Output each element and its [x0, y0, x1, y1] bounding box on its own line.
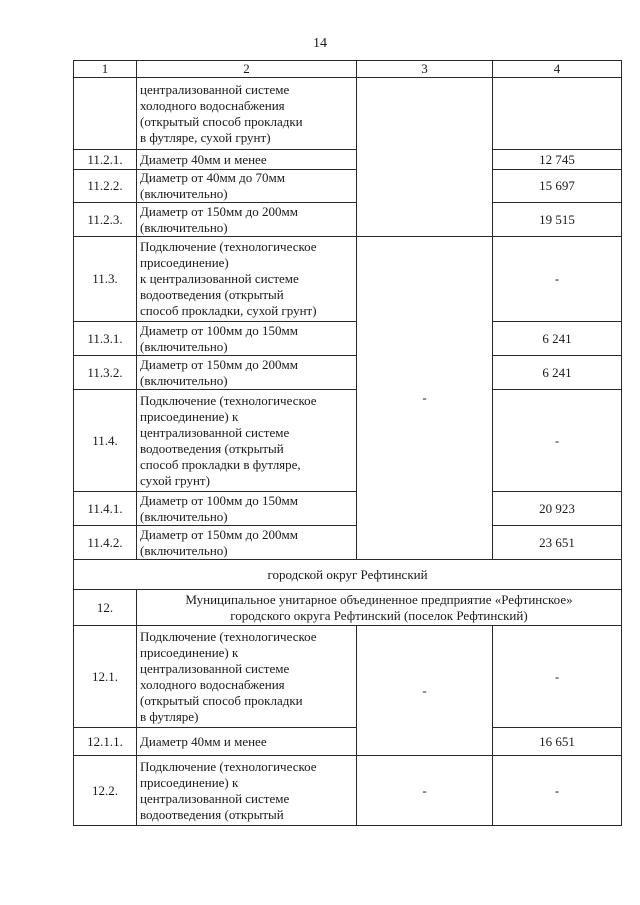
- row-description: Подключение (технологическое присоединение) к централизованной системе водоотведения (открытый способ прокладки в футляре, сухой грунт): [137, 390, 357, 492]
- table-row: [74, 492, 622, 526]
- row-number: 12.2.: [74, 756, 137, 826]
- row-number: 11.2.1.: [74, 150, 137, 170]
- table-row: [74, 150, 622, 170]
- tariff-table: [73, 60, 622, 826]
- row-value: 16 651: [493, 728, 622, 756]
- table-row: [74, 756, 622, 826]
- row-description: Диаметр от 40мм до 70мм (включительно): [137, 170, 357, 203]
- table-row: [74, 322, 622, 356]
- org-row: [74, 590, 622, 626]
- table-row: [74, 78, 622, 150]
- header-row: [74, 61, 622, 78]
- row-number: 11.4.: [74, 390, 137, 492]
- col3-cell: -: [357, 626, 493, 756]
- col3-merged-cell: -: [357, 237, 493, 560]
- row-number: 11.4.2.: [74, 526, 137, 560]
- row-number: 12.1.: [74, 626, 137, 728]
- row-value: -: [493, 626, 622, 728]
- row-value: 6 241: [493, 322, 622, 356]
- row-description: Диаметр от 150мм до 200мм (включительно): [137, 203, 357, 237]
- row-number: 11.3.2.: [74, 356, 137, 390]
- header-col-1: 1: [74, 61, 137, 78]
- row-description: Диаметр от 150мм до 200мм (включительно): [137, 356, 357, 390]
- table-row: [74, 203, 622, 237]
- row-number: 11.4.1.: [74, 492, 137, 526]
- page-number: 14: [313, 36, 327, 51]
- row-description: Диаметр от 100мм до 150мм (включительно): [137, 492, 357, 526]
- row-value: -: [493, 237, 622, 322]
- row-description: Диаметр от 150мм до 200мм (включительно): [137, 526, 357, 560]
- row-value: 23 651: [493, 526, 622, 560]
- row-value: -: [493, 756, 622, 826]
- header-col-4: 4: [493, 61, 622, 78]
- row-value: 19 515: [493, 203, 622, 237]
- table-row: [74, 237, 622, 322]
- row-value: -: [493, 390, 622, 492]
- org-number: 12.: [74, 590, 137, 626]
- row-value: 12 745: [493, 150, 622, 170]
- row-number: 11.3.1.: [74, 322, 137, 356]
- row-description: Подключение (технологическое присоединение) к централизованной системе водоотведения (открытый: [137, 756, 357, 826]
- table-row: [74, 626, 622, 728]
- row-value: 6 241: [493, 356, 622, 390]
- row-value: 20 923: [493, 492, 622, 526]
- header-col-3: 3: [357, 61, 493, 78]
- row-description: Подключение (технологическое присоединение) к централизованной системе холодного водоснабжения (открытый способ прокладки в футляре): [137, 626, 357, 728]
- table-row: [74, 390, 622, 492]
- row-description: централизованной системе холодного водоснабжения (открытый способ прокладки в футляре, сухой грунт): [137, 78, 357, 150]
- row-description: Диаметр 40мм и менее: [137, 728, 357, 756]
- row-number: 11.3.: [74, 237, 137, 322]
- row-value: 15 697: [493, 170, 622, 203]
- row-number: 12.1.1.: [74, 728, 137, 756]
- header-col-2: 2: [137, 61, 357, 78]
- row-number: 11.2.2.: [74, 170, 137, 203]
- table-row: [74, 526, 622, 560]
- row-description: Диаметр от 100мм до 150мм (включительно): [137, 322, 357, 356]
- district-heading: городской округ Рефтинский: [74, 560, 622, 590]
- col3-cell: [357, 78, 493, 237]
- row-number: [74, 78, 137, 150]
- row-description: Подключение (технологическое присоединение) к централизованной системе водоотведения (открытый способ прокладки, сухой грунт): [137, 237, 357, 322]
- col3-cell: -: [357, 756, 493, 826]
- org-name: Муниципальное унитарное объединенное предприятие «Рефтинское» городского округа Рефтинский (поселок Рефтинский): [137, 590, 622, 626]
- table-row: [74, 356, 622, 390]
- district-row: [74, 560, 622, 590]
- row-description: Диаметр 40мм и менее: [137, 150, 357, 170]
- row-value: [493, 78, 622, 150]
- table-row: [74, 170, 622, 203]
- table-row: [74, 728, 622, 756]
- row-number: 11.2.3.: [74, 203, 137, 237]
